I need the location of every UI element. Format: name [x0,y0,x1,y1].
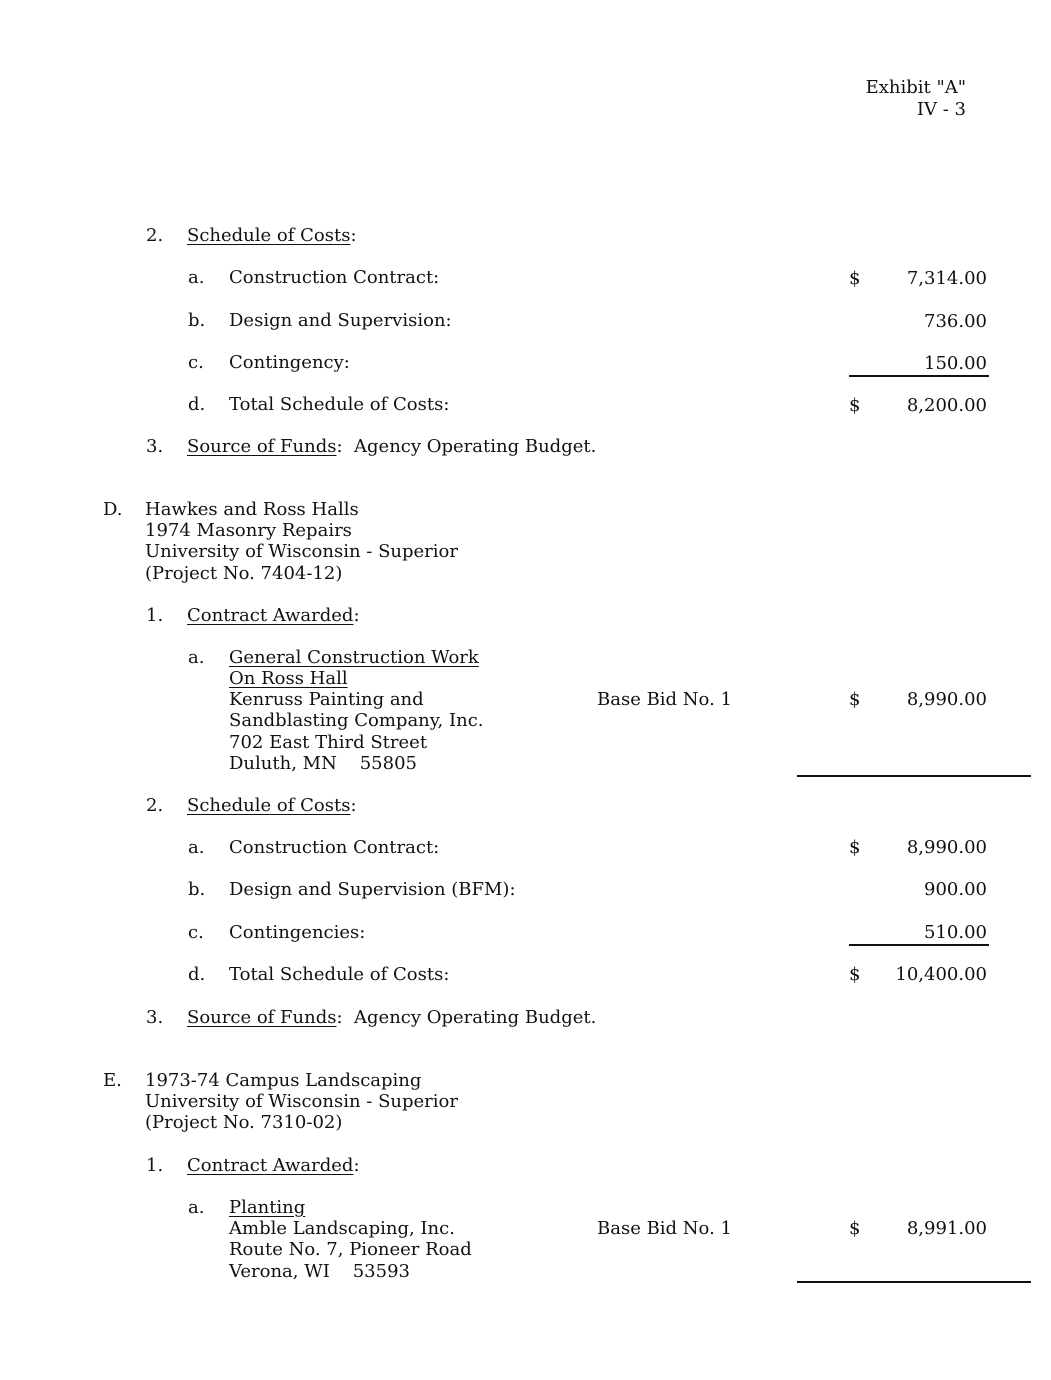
section-d-institution: University of Wisconsin - Superior [145,541,458,562]
section-e-contract-number: 1. [146,1155,164,1176]
cost-item-amount: 150.00 [924,353,987,374]
dollar-sign: $ [849,395,861,416]
cost-item-label: Contingency: [229,352,350,373]
contractor-address-line: Sandblasting Company, Inc. [229,710,484,731]
section-d-contract-colon: : [353,605,360,626]
section-d-funds-title: Source of Funds [187,1007,337,1028]
cost-item-amount: 900.00 [924,879,987,900]
section-c-schedule-number: 2. [146,225,164,246]
contractor-address-line: Kenruss Painting and [229,689,424,710]
contract-item-title: General Construction Work [229,647,479,668]
section-c-funds-number: 3. [146,436,164,457]
section-d-contract-title: Contract Awarded [187,605,354,626]
section-d-schedule-number: 2. [146,795,164,816]
bid-label: Base Bid No. 1 [597,689,732,710]
section-d-project-work: 1974 Masonry Repairs [145,520,352,541]
section-e-contract-title: Contract Awarded [187,1155,354,1176]
cost-item-label: Total Schedule of Costs: [229,964,450,985]
exhibit-label: Exhibit "A" [865,77,966,98]
section-d-letter: D. [103,499,123,520]
section-d-funds-number: 3. [146,1007,164,1028]
section-d-funds-text: Agency Operating Budget. [354,1007,597,1028]
dollar-sign: $ [849,1218,861,1239]
section-d-project-number: (Project No. 7404-12) [145,563,343,584]
contractor-address-line: Duluth, MN 55805 [229,753,417,774]
section-c-funds-text: Agency Operating Budget. [354,436,597,457]
section-e-project-number: (Project No. 7310-02) [145,1112,343,1133]
contractor-address-line: 702 East Third Street [229,732,428,753]
section-c-schedule-heading [187,225,357,246]
dollar-sign: $ [849,964,861,985]
contract-item-letter: a. [188,1197,205,1218]
contractor-address-line: Route No. 7, Pioneer Road [229,1239,472,1260]
section-e-project-name: 1973-74 Campus Landscaping [145,1070,422,1091]
cost-item-label: Construction Contract: [229,837,440,858]
contract-item-title: Planting [229,1197,306,1218]
bid-label: Base Bid No. 1 [597,1218,732,1239]
subtotal-rule [849,944,989,946]
bid-rule [797,775,1031,777]
dollar-sign: $ [849,689,861,710]
section-e-contract-heading [187,1155,360,1176]
section-d-schedule-heading [187,795,357,816]
cost-item-letter: a. [188,837,205,858]
section-e-institution: University of Wisconsin - Superior [145,1091,458,1112]
section-c-funds-title: Source of Funds [187,436,337,457]
section-d-funds-colon: : [336,1007,343,1028]
subtotal-rule [849,375,989,377]
cost-item-label: Contingencies: [229,922,366,943]
contract-item-letter: a. [188,647,205,668]
cost-item-letter: a. [188,267,205,288]
cost-item-letter: d. [188,964,206,985]
cost-item-label: Design and Supervision (BFM): [229,879,516,900]
contractor-address-line: Verona, WI 53593 [229,1261,410,1282]
cost-item-amount: 736.00 [924,311,987,332]
cost-item-letter: c. [188,352,204,373]
section-d-project-name: Hawkes and Ross Halls [145,499,359,520]
section-d-schedule-colon: : [350,795,357,816]
cost-item-letter: d. [188,394,206,415]
bid-amount: 8,990.00 [906,689,987,710]
section-e-contract-colon: : [353,1155,360,1176]
section-d-schedule-title: Schedule of Costs [187,795,351,816]
cost-item-amount: 8,990.00 [906,837,987,858]
section-d-contract-number: 1. [146,605,164,626]
cost-item-amount: 8,200.00 [906,395,987,416]
contractor-address-line: Amble Landscaping, Inc. [229,1218,455,1239]
section-c-funds-line [187,436,596,457]
cost-item-amount: 7,314.00 [906,268,987,289]
section-e-letter: E. [103,1070,122,1091]
dollar-sign: $ [849,268,861,289]
cost-item-letter: b. [188,310,206,331]
cost-item-label: Design and Supervision: [229,310,452,331]
section-c-funds-colon: : [336,436,343,457]
bid-amount: 8,991.00 [906,1218,987,1239]
cost-item-amount: 510.00 [924,922,987,943]
cost-item-letter: b. [188,879,206,900]
section-c-schedule-colon: : [350,225,357,246]
cost-item-letter: c. [188,922,204,943]
section-d-contract-heading [187,605,360,626]
section-c-schedule-title: Schedule of Costs [187,225,351,246]
cost-item-label: Total Schedule of Costs: [229,394,450,415]
cost-item-amount: 10,400.00 [895,964,987,985]
cost-item-label: Construction Contract: [229,267,440,288]
section-d-funds-line [187,1007,596,1028]
dollar-sign: $ [849,837,861,858]
page-number: IV - 3 [916,99,966,120]
bid-rule [797,1281,1031,1283]
contract-item-title: On Ross Hall [229,668,348,689]
